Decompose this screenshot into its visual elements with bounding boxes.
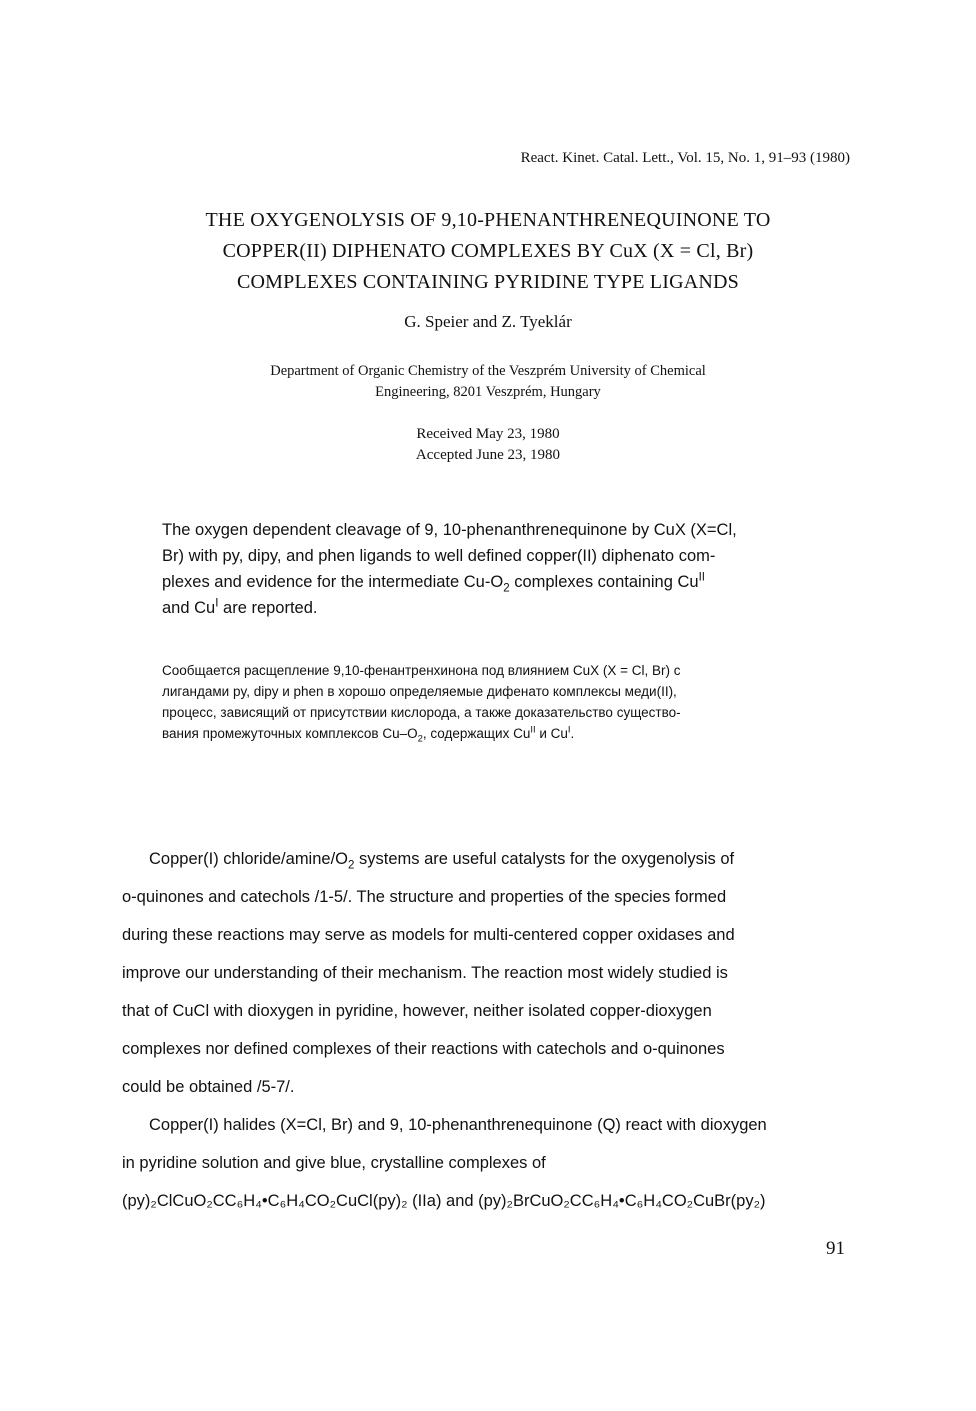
- body-text: [122, 840, 892, 1220]
- abstract-ru-line: вания промежуточных комплексов $Cu-O_2$, содержащих $Cu^{II}$ и $Cu^I$.: [162, 724, 575, 745]
- abstract-english: [162, 517, 862, 621]
- title-line: THE OXYGENOLYSIS OF 9,10-PHENANTHRENEQUINONE TO: [205, 209, 771, 231]
- accepted-date: Accepted June 23, 1980: [415, 447, 561, 463]
- title-line: COMPLEXES CONTAINING PYRIDINE TYPE LIGANDS: [237, 271, 739, 293]
- formula-line: (py)₂ClCuO₂CC₆H₄•C₆H₄CO₂CuCl(py)₂ (IIa) and (py)₂BrCuO₂CC₆H₄•C₆H₄CO₂CuBr(py₂): [122, 1192, 766, 1210]
- body-line: o-quinones and catechols /1-5/. The structure and properties of the species formed: [122, 888, 727, 906]
- abstract-line: and $Cu^I$ are reported.: [162, 597, 318, 617]
- body-line: in pyridine solution and give blue, crystalline complexes of: [122, 1154, 546, 1172]
- page-number: 91: [826, 1238, 845, 1259]
- title-line: COPPER(II) DIPHENATO COMPLEXES BY CuX (X = Cl, Br): [222, 240, 754, 262]
- paper-title: [0, 205, 976, 298]
- body-line: Copper(I) halides (X=Cl, Br) and 9, 10-phenanthrenequinone (Q) react with dioxygen: [149, 1116, 767, 1134]
- abstract-line: Br) with py, dipy, and phen ligands to well defined copper(II) diphenato com-: [162, 547, 716, 565]
- body-line: Copper(I) chloride/$amine/O_2$ systems are useful catalysts for the oxygenolysis of: [149, 850, 735, 872]
- abstract-line: plexes and evidence for the intermediate $Cu-O_2$ complexes containing $Cu^{II}$: [162, 571, 705, 595]
- body-line: during these reactions may serve as models for multi-centered copper oxidases and: [122, 926, 735, 944]
- received-date: Received May 23, 1980: [416, 426, 560, 442]
- dates: [0, 424, 976, 466]
- affiliation: [0, 361, 976, 403]
- body-line: that of CuCl with dioxygen in pyridine, however, neither isolated copper-dioxygen: [122, 1002, 712, 1020]
- body-line: improve our understanding of their mechanism. The reaction most widely studied is: [122, 964, 728, 982]
- abstract-russian: [162, 660, 862, 744]
- abstract-ru-line: процесс, зависящий от присутствии кислорода, а также доказательство существо-: [162, 705, 681, 720]
- authors: G. Speier and Z. Tyeklár: [404, 312, 572, 331]
- affiliation-line: Department of Organic Chemistry of the Veszprém University of Chemical: [270, 363, 706, 379]
- abstract-ru-line: Сообщается расщепление 9,10-фенантренхинона под влиянием CuX (X = Cl, Br) с: [162, 663, 681, 678]
- journal-reference: React. Kinet. Catal. Lett., Vol. 15, No. 1, 91–93 (1980): [520, 150, 850, 166]
- affiliation-line: Engineering, 8201 Veszprém, Hungary: [375, 384, 601, 400]
- abstract-ru-line: лигандами py, dipy и phen в хорошо определяемые дифенато комплексы меди(II),: [162, 684, 677, 699]
- body-line: could be obtained /5-7/.: [122, 1078, 295, 1096]
- body-line: complexes nor defined complexes of their reactions with catechols and o-quinones: [122, 1040, 725, 1058]
- abstract-line: The oxygen dependent cleavage of 9, 10-phenanthrenequinone by CuX (X=Cl,: [162, 521, 737, 539]
